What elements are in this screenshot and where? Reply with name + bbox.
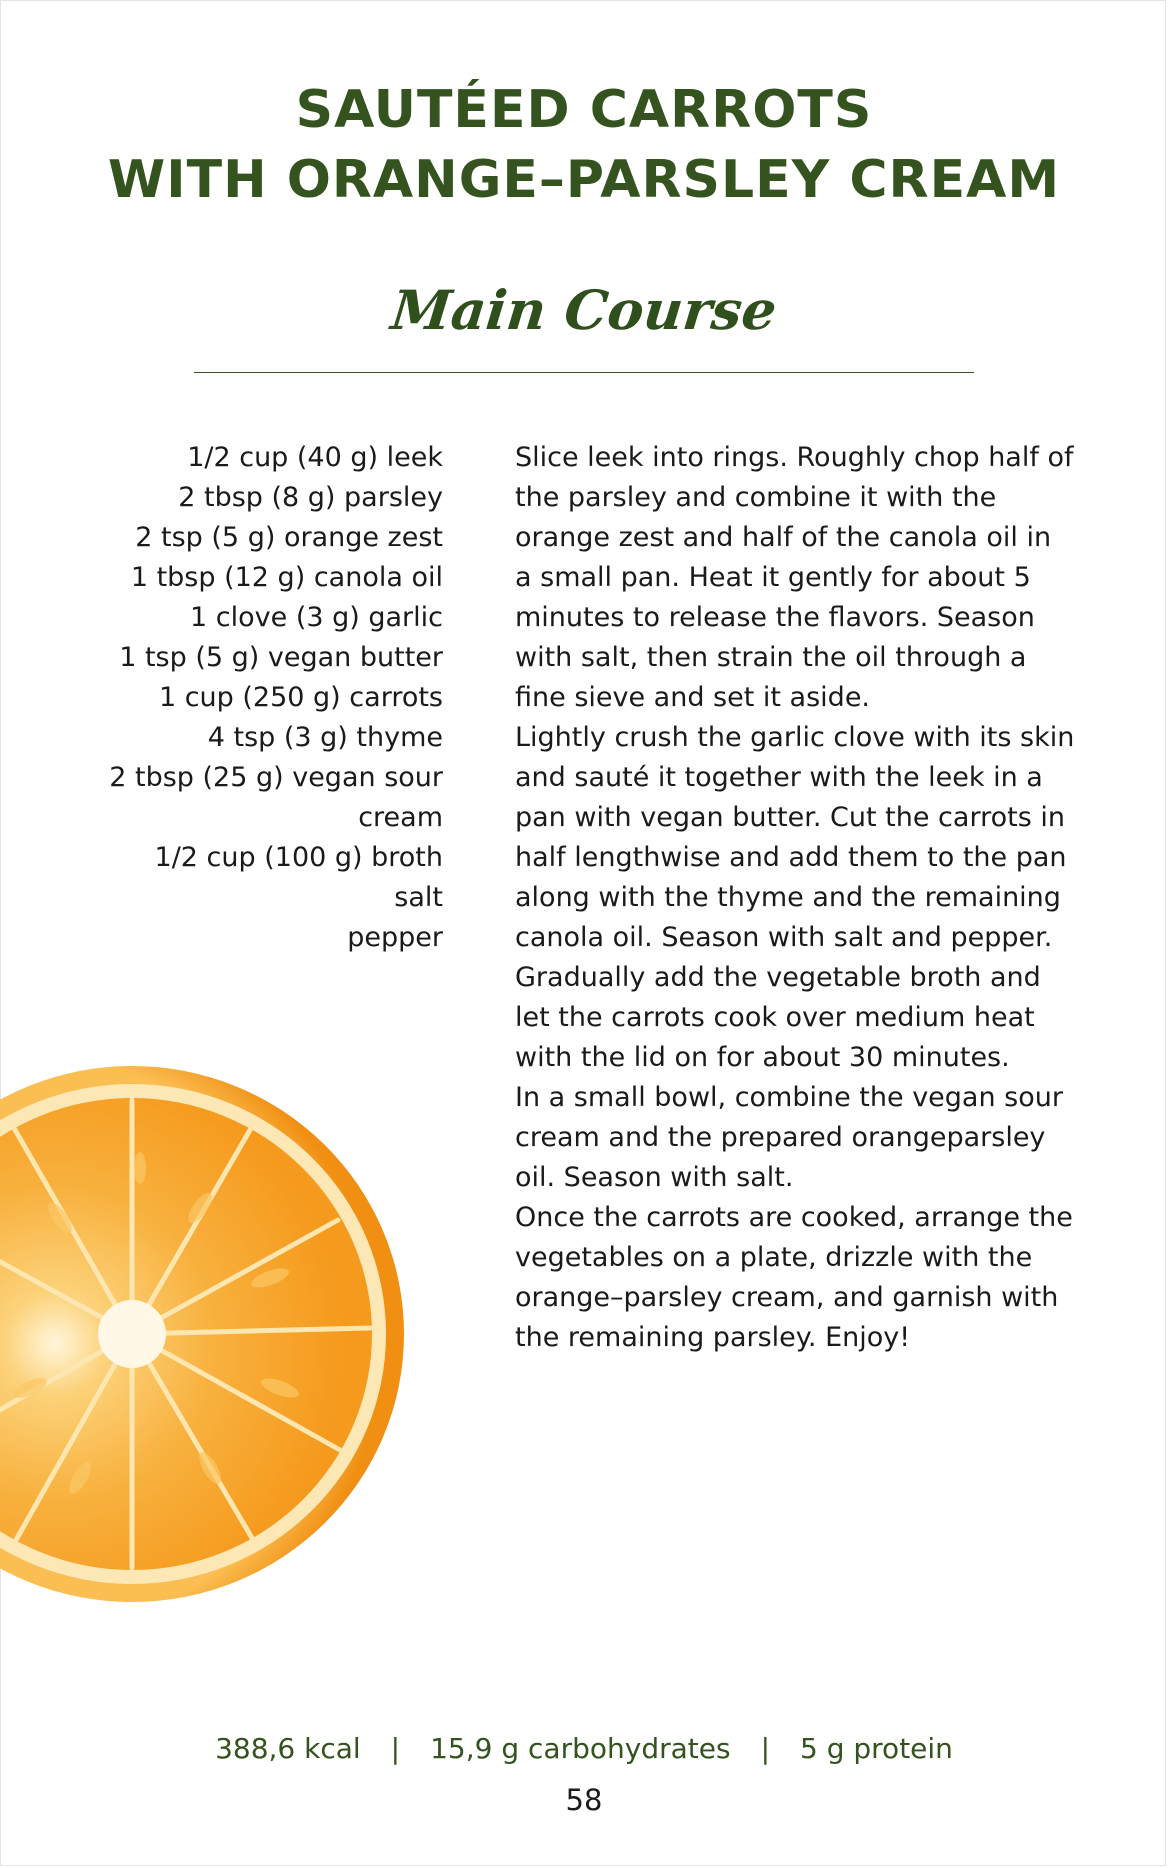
- protein: 5 g protein: [800, 1732, 953, 1765]
- instruction-paragraph: Once the carrots are cooked, arrange the vegetables on a plate, drizzle with the orange–parsley cream, and garnish with the remaining parsley. Enjoy!: [515, 1202, 1073, 1353]
- ingredient-item: 2 tsp (5 g) orange zest: [135, 522, 443, 553]
- ingredient-item: 2 tbsp (25 g) vegan sour cream: [109, 762, 443, 833]
- ingredient-item: 1/2 cup (40 g) leek: [187, 442, 443, 473]
- recipe-title-line-2: WITH ORANGE–PARSLEY CREAM: [107, 150, 1061, 210]
- ingredient-item: 1 cup (250 g) carrots: [158, 682, 443, 713]
- ingredient-item: 4 tsp (3 g) thyme: [207, 722, 443, 753]
- ingredient-item: salt: [394, 882, 443, 913]
- course-label: Main Course: [388, 278, 780, 342]
- ingredient-item: 1/2 cup (100 g) broth: [154, 842, 443, 873]
- instruction-paragraph: In a small bowl, combine the vegan sour cream and the prepared orangeparsley oil. Season with salt.: [515, 1082, 1063, 1193]
- ingredient-item: 1 tbsp (12 g) canola oil: [130, 562, 443, 593]
- calories: 388,6 kcal: [215, 1732, 361, 1765]
- ingredient-item: pepper: [347, 922, 443, 953]
- orange-slice-image: [0, 1058, 415, 1603]
- instruction-paragraph: Slice leek into rings. Roughly chop half of the parsley and combine it with the orange zest and half of the canola oil in a small pan. Heat it gently for about 5 minutes to release the flavors. Season with salt, then strain the oil through a fine sieve and set it aside.: [515, 442, 1074, 713]
- instructions: [515, 438, 1075, 1358]
- ingredient-item: 1 clove (3 g) garlic: [190, 602, 443, 633]
- ingredient-list: [90, 438, 443, 958]
- recipe-title-line-1: SAUTÉED CARROTS: [295, 80, 873, 140]
- nutrition-facts: [0, 1732, 1168, 1765]
- ingredient-item: 2 tbsp (8 g) parsley: [178, 482, 443, 513]
- divider: [194, 372, 974, 373]
- instruction-paragraph: Lightly crush the garlic clove with its skin and sauté it together with the leek in a pan with vegan butter. Cut the carrots in half lengthwise and add them to the pan along with the thyme and the remaining canola oil. Season with salt and pepper. Gradually add the vegetable broth and let the carrots cook over medium heat with the lid on for about 30 minutes.: [515, 722, 1075, 1073]
- ingredient-item: 1 tsp (5 g) vegan butter: [119, 642, 443, 673]
- separator: |: [390, 1732, 401, 1765]
- orange-core: [98, 1300, 166, 1368]
- page-number: 58: [565, 1783, 603, 1817]
- separator: |: [760, 1732, 770, 1765]
- carbohydrates: 15,9 g carbohydrates: [430, 1732, 731, 1765]
